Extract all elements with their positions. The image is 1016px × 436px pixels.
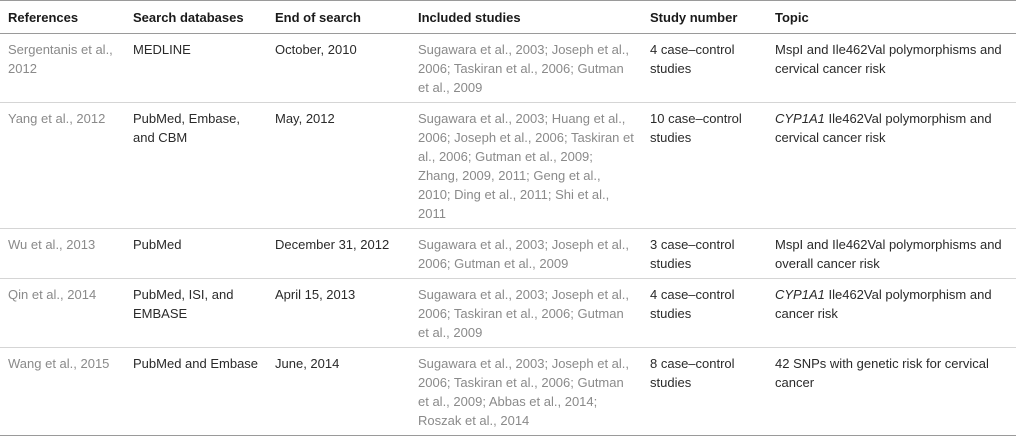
end-of-search-cell: December 31, 2012 xyxy=(267,229,410,279)
study-number-cell: 8 case–control studies xyxy=(642,348,767,436)
reference-cell: Wang et al., 2015 xyxy=(0,348,125,436)
end-of-search-cell: April 15, 2013 xyxy=(267,279,410,348)
topic-cell xyxy=(767,34,1016,103)
header-row xyxy=(0,1,1016,34)
topic-text: MspI and Ile462Val polymorphisms and overall cancer risk xyxy=(775,237,1002,271)
header-included-studies: Included studies xyxy=(410,1,642,34)
study-number-cell: 4 case–control studies xyxy=(642,34,767,103)
topic-cell xyxy=(767,348,1016,436)
topic-text: Ile462Val polymorphism and cervical cancer risk xyxy=(775,111,992,145)
included-studies-cell: Sugawara et al., 2003; Joseph et al., 2006; Taskiran et al., 2006; Gutman et al., 2009 xyxy=(410,34,642,103)
table-row xyxy=(0,348,1016,436)
topic-text: 42 SNPs with genetic risk for cervical cancer xyxy=(775,356,989,390)
reference-cell: Yang et al., 2012 xyxy=(0,103,125,229)
databases-cell: MEDLINE xyxy=(125,34,267,103)
reference-cell: Qin et al., 2014 xyxy=(0,279,125,348)
header-search-databases: Search databases xyxy=(125,1,267,34)
databases-cell: PubMed xyxy=(125,229,267,279)
end-of-search-cell: October, 2010 xyxy=(267,34,410,103)
included-studies-cell: Sugawara et al., 2003; Joseph et al., 2006; Taskiran et al., 2006; Gutman et al., 2009 xyxy=(410,279,642,348)
topic-gene: CYP1A1 xyxy=(775,287,825,302)
included-studies-cell: Sugawara et al., 2003; Joseph et al., 2006; Taskiran et al., 2006; Gutman et al., 2009; Abbas et al., 2014; Roszak et al., 2014 xyxy=(410,348,642,436)
reference-cell: Wu et al., 2013 xyxy=(0,229,125,279)
topic-gene: CYP1A1 xyxy=(775,111,825,126)
study-number-cell: 3 case–control studies xyxy=(642,229,767,279)
header-end-of-search: End of search xyxy=(267,1,410,34)
databases-cell: PubMed, ISI, and EMBASE xyxy=(125,279,267,348)
table-row xyxy=(0,103,1016,229)
end-of-search-cell: June, 2014 xyxy=(267,348,410,436)
databases-cell: PubMed, Embase, and CBM xyxy=(125,103,267,229)
reference-cell: Sergentanis et al., 2012 xyxy=(0,34,125,103)
topic-cell xyxy=(767,103,1016,229)
topic-cell xyxy=(767,229,1016,279)
table-row xyxy=(0,229,1016,279)
header-topic: Topic xyxy=(767,1,1016,34)
included-studies-cell: Sugawara et al., 2003; Joseph et al., 2006; Gutman et al., 2009 xyxy=(410,229,642,279)
study-number-cell: 4 case–control studies xyxy=(642,279,767,348)
header-study-number: Study number xyxy=(642,1,767,34)
table-row xyxy=(0,34,1016,103)
topic-text: Ile462Val polymorphism and cancer risk xyxy=(775,287,992,321)
included-studies-cell: Sugawara et al., 2003; Huang et al., 2006; Joseph et al., 2006; Taskiran et al., 2006; Gutman et al., 2009; Zhang, 2009, 2011; Geng et al., 2010; Ding et al., 2011; Shi et al., 2011 xyxy=(410,103,642,229)
topic-cell xyxy=(767,279,1016,348)
topic-text: MspI and Ile462Val polymorphisms and cervical cancer risk xyxy=(775,42,1002,76)
header-references: References xyxy=(0,1,125,34)
study-number-cell: 10 case–control studies xyxy=(642,103,767,229)
databases-cell: PubMed and Embase xyxy=(125,348,267,436)
end-of-search-cell: May, 2012 xyxy=(267,103,410,229)
table-row xyxy=(0,279,1016,348)
